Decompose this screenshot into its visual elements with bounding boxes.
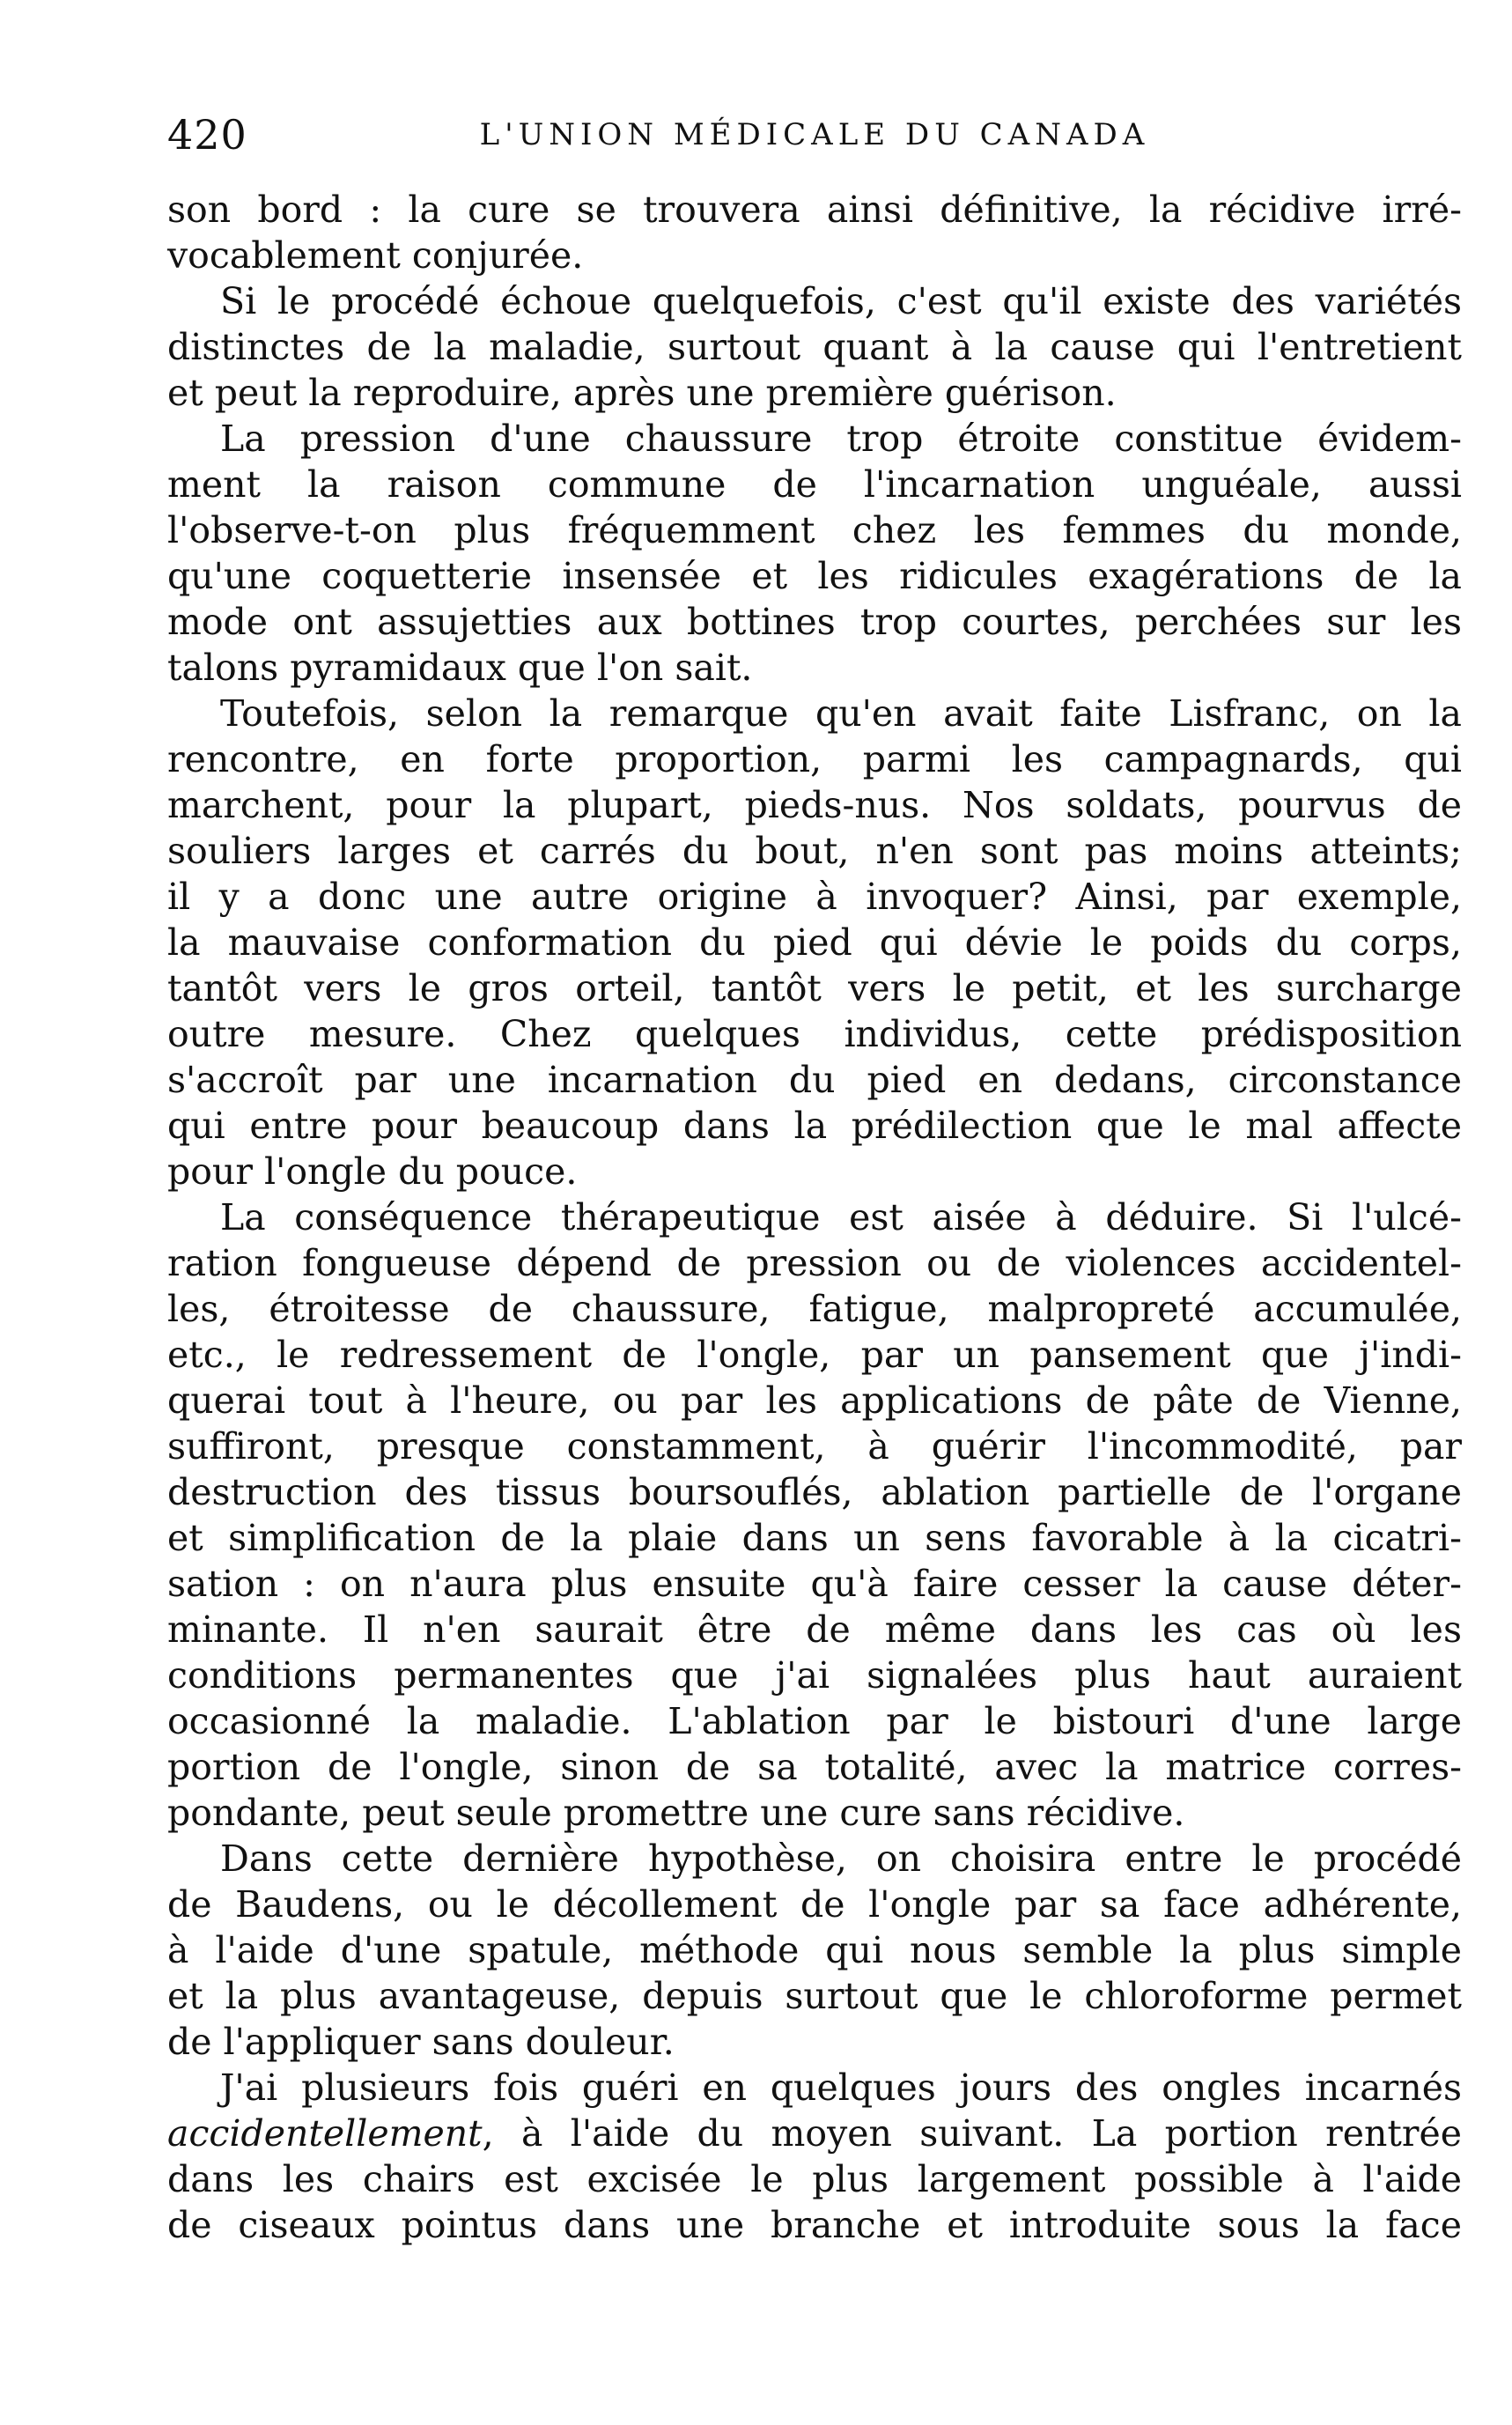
text-line: de Baudens, ou le décollement de l'ongle par sa face adhérente, xyxy=(167,1883,1462,1926)
text-line: pondante, peut seule promettre une cure sans récidive. xyxy=(167,1792,1185,1834)
text-line: suffiront, presque constamment, à guérir l'incommodité, par xyxy=(167,1425,1462,1468)
text-line: querai tout à l'heure, ou par les applications de pâte de Vienne, xyxy=(167,1379,1462,1422)
text-line: souliers larges et carrés du bout, n'en sont pas moins atteints; xyxy=(167,830,1462,872)
page-header xyxy=(167,104,1462,166)
text-line: distinctes de la maladie, surtout quant à la cause qui l'entretient xyxy=(167,326,1462,368)
text-line: et la plus avantageuse, depuis surtout que le chloroforme permet xyxy=(167,1975,1462,2017)
text-line: qu'une coquetterie insensée et les ridicules exagérations de la xyxy=(167,555,1462,597)
text-line: à l'aide d'une spatule, méthode qui nous semble la plus simple xyxy=(167,1929,1462,1971)
text-line: qui entre pour beaucoup dans la prédilection que le mal affecte xyxy=(167,1105,1462,1147)
text-line: Si le procédé échoue quelquefois, c'est qu'il existe des variétés xyxy=(220,280,1462,322)
text-line: La conséquence thérapeutique est aisée à déduire. Si l'ulcé- xyxy=(220,1196,1462,1238)
text-line: destruction des tissus boursouflés, ablation partielle de l'organe xyxy=(167,1471,1462,1513)
text-line: tantôt vers le gros orteil, tantôt vers le petit, et les surcharge xyxy=(167,967,1462,1009)
text-line: talons pyramidaux que l'on sait. xyxy=(167,647,753,689)
text-line: portion de l'ongle, sinon de sa totalité, avec la matrice corres- xyxy=(167,1746,1462,1788)
text-line xyxy=(167,2111,1462,2156)
running-head: L'UNION MÉDICALE DU CANADA xyxy=(479,117,1150,152)
text-line: sation : on n'aura plus ensuite qu'à faire cesser la cause déter- xyxy=(167,1563,1462,1605)
text-line: de l'appliquer sans douleur. xyxy=(167,2021,675,2063)
text-line: rencontre, en forte proportion, parmi les campagnards, qui xyxy=(167,738,1462,780)
text-line: ment la raison commune de l'incarnation unguéale, aussi xyxy=(167,463,1462,506)
text-line: outre mesure. Chez quelques individus, cette prédisposition xyxy=(167,1013,1462,1055)
text-line-segment: , à l'aide du moyen suivant. La portion rentrée xyxy=(482,2112,1462,2155)
italic-word: accidentellement xyxy=(167,2112,483,2155)
text-line: s'accroît par une incarnation du pied en dedans, circonstance xyxy=(167,1059,1462,1101)
text-line: conditions permanentes que j'ai signalées plus haut auraient xyxy=(167,1654,1462,1697)
text-line: vocablement conjurée. xyxy=(167,234,584,277)
text-line: de ciseaux pointus dans une branche et introduite sous la face xyxy=(167,2204,1462,2246)
body-text xyxy=(167,187,1462,2248)
text-line: les, étroitesse de chaussure, fatigue, malpropreté accumulée, xyxy=(167,1288,1462,1330)
text-line: Dans cette dernière hypothèse, on choisira entre le procédé xyxy=(220,1837,1462,1880)
text-line: Toutefois, selon la remarque qu'en avait faite Lisfranc, on la xyxy=(220,692,1462,735)
text-line: minante. Il n'en saurait être de même dans les cas où les xyxy=(167,1608,1462,1651)
text-line: et peut la reproduire, après une première guérison. xyxy=(167,372,1117,414)
text-line: et simplification de la plaie dans un sens favorable à la cicatri- xyxy=(167,1517,1462,1559)
text-line: son bord : la cure se trouvera ainsi définitive, la récidive irré- xyxy=(167,189,1462,231)
text-line: ration fongueuse dépend de pression ou de violences accidentel- xyxy=(167,1242,1462,1284)
text-line: l'observe-t-on plus fréquemment chez les femmes du monde, xyxy=(167,509,1462,551)
text-line: marchent, pour la plupart, pieds-nus. Nos soldats, pourvus de xyxy=(167,784,1462,826)
text-line: etc., le redressement de l'ongle, par un pansement que j'indi- xyxy=(167,1334,1462,1376)
page-number: 420 xyxy=(167,111,247,159)
text-line: dans les chairs est excisée le plus largement possible à l'aide xyxy=(167,2158,1462,2200)
text-line: J'ai plusieurs fois guéri en quelques jours des ongles incarnés xyxy=(220,2066,1462,2109)
text-line: mode ont assujetties aux bottines trop courtes, perchées sur les xyxy=(167,601,1462,643)
text-line: occasionné la maladie. L'ablation par le bistouri d'une large xyxy=(167,1700,1462,1742)
text-line: la mauvaise conformation du pied qui dévie le poids du corps, xyxy=(167,921,1462,964)
text-line: La pression d'une chaussure trop étroite constitue évidem- xyxy=(220,418,1462,460)
text-line: pour l'ongle du pouce. xyxy=(167,1150,578,1193)
text-line: il y a donc une autre origine à invoquer? Ainsi, par exemple, xyxy=(167,876,1462,918)
